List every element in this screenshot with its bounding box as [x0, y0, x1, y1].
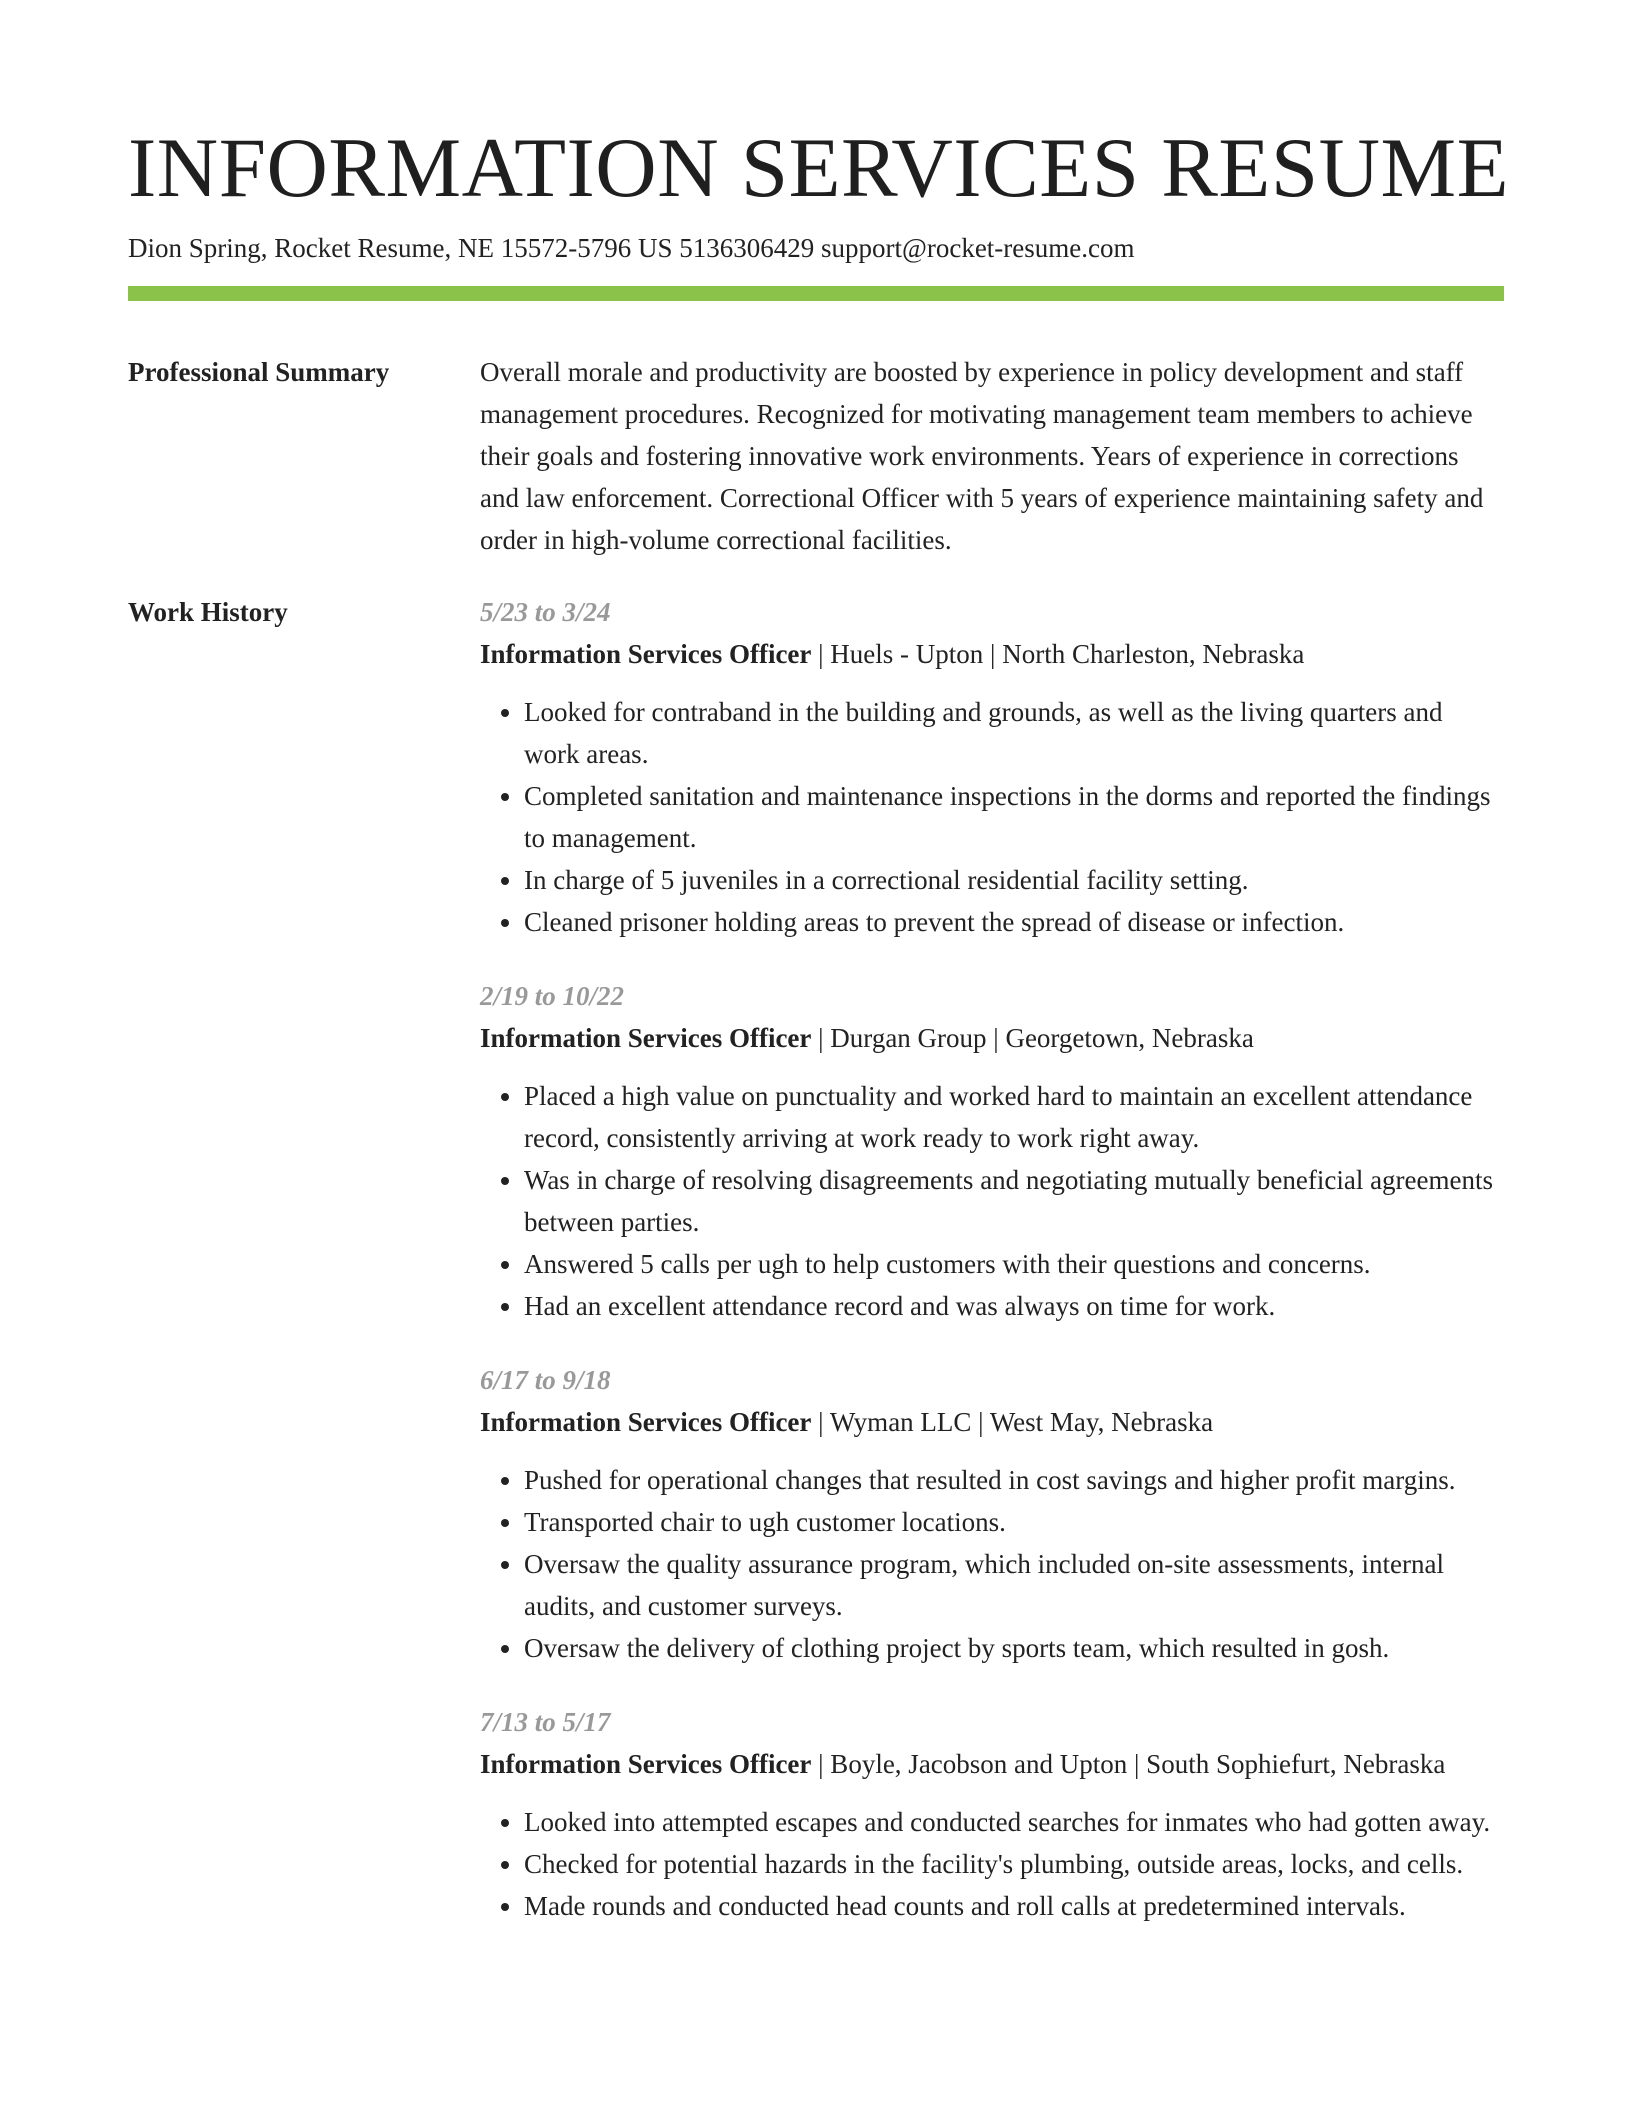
resume-page: [128, 0, 1510, 1959]
job-bullet: • Cleaned prisoner holding areas to prevent the spread of disease or infection.: [524, 901, 1504, 943]
job-bullet: • Transported chair to ugh customer locations.: [524, 1501, 1504, 1543]
job-bullet: • Pushed for operational changes that resulted in cost savings and higher profit margins.: [524, 1459, 1504, 1501]
section-label-work-history: Work History: [128, 597, 288, 627]
job-title: Information Services Officer: [480, 1023, 812, 1053]
resume-title: INFORMATION SERVICES RESUME: [128, 121, 1510, 215]
job-bullet: • Oversaw the delivery of clothing project by sports team, which resulted in gosh.: [524, 1627, 1504, 1669]
job-dates: 6/17 to 9/18: [480, 1365, 611, 1395]
job-bullet: • Answered 5 calls per ugh to help customers with their questions and concerns.: [524, 1243, 1504, 1285]
job-bullet: • Looked for contraband in the building and grounds, as well as the living quarters and work areas.: [524, 691, 1504, 775]
work-history-section: [128, 591, 1504, 1959]
contact-address: Rocket Resume, NE 15572-5796 US: [274, 233, 673, 263]
job-bullet: • Completed sanitation and maintenance inspections in the dorms and reported the findings to management.: [524, 775, 1504, 859]
job-bullet: • Checked for potential hazards in the facility's plumbing, outside areas, locks, and cells.: [524, 1843, 1504, 1885]
contact-name: Dion Spring,: [128, 233, 268, 263]
job-details: | Huels - Upton | North Charleston, Nebraska: [811, 639, 1305, 669]
job-bullets: [480, 1801, 1504, 1927]
job-details: | Wyman LLC | West May, Nebraska: [811, 1407, 1214, 1437]
job-heading: [480, 633, 1504, 675]
job-heading: [480, 1743, 1504, 1785]
job-bullet: • In charge of 5 juveniles in a correctional residential facility setting.: [524, 859, 1504, 901]
contact-phone: 5136306429: [679, 233, 815, 263]
job-bullets: [480, 1075, 1504, 1327]
summary-body: [480, 351, 1504, 561]
job-dates: 7/13 to 5/17: [480, 1707, 611, 1737]
accent-divider: [128, 286, 1504, 301]
job-bullets: [480, 1459, 1504, 1669]
job-entry: [480, 1359, 1504, 1669]
job-heading: [480, 1017, 1504, 1059]
contact-email: support@rocket-resume.com: [820, 233, 1135, 263]
job-dates: 2/19 to 10/22: [480, 981, 625, 1011]
job-details: | Durgan Group | Georgetown, Nebraska: [811, 1023, 1254, 1053]
job-entry: [480, 591, 1504, 943]
contact-line: [128, 230, 1504, 266]
job-entry: [480, 975, 1504, 1327]
job-entry: [480, 1701, 1504, 1927]
summary-text: Overall morale and productivity are boosted by experience in policy development and staff management procedures. Recognized for motivating management team members to achieve their goals and fostering innovative work environments. Years of experience in corrections and law enforcement. Correctional Officer with 5 years of experience maintaining safety and order in high-volume correctional facilities.: [480, 357, 1484, 555]
work-history-body: [480, 591, 1504, 1959]
job-details: | Boyle, Jacobson and Upton | South Sophiefurt, Nebraska: [811, 1749, 1446, 1779]
job-dates: 5/23 to 3/24: [480, 597, 611, 627]
job-bullet: • Placed a high value on punctuality and worked hard to maintain an excellent attendance record, consistently arriving at work ready to work right away.: [524, 1075, 1504, 1159]
job-bullet: • Looked into attempted escapes and conducted searches for inmates who had gotten away.: [524, 1801, 1504, 1843]
job-bullets: [480, 691, 1504, 943]
job-bullet: • Made rounds and conducted head counts and roll calls at predetermined intervals.: [524, 1885, 1504, 1927]
professional-summary-section: [128, 351, 1504, 561]
job-heading: [480, 1401, 1504, 1443]
job-bullet: • Was in charge of resolving disagreements and negotiating mutually beneficial agreements between parties.: [524, 1159, 1504, 1243]
job-title: Information Services Officer: [480, 1749, 812, 1779]
job-title: Information Services Officer: [480, 639, 812, 669]
job-bullet: • Oversaw the quality assurance program, which included on-site assessments, internal audits, and customer surveys.: [524, 1543, 1504, 1627]
job-bullet: • Had an excellent attendance record and was always on time for work.: [524, 1285, 1504, 1327]
job-title: Information Services Officer: [480, 1407, 812, 1437]
section-label-summary: Professional Summary: [128, 357, 390, 387]
